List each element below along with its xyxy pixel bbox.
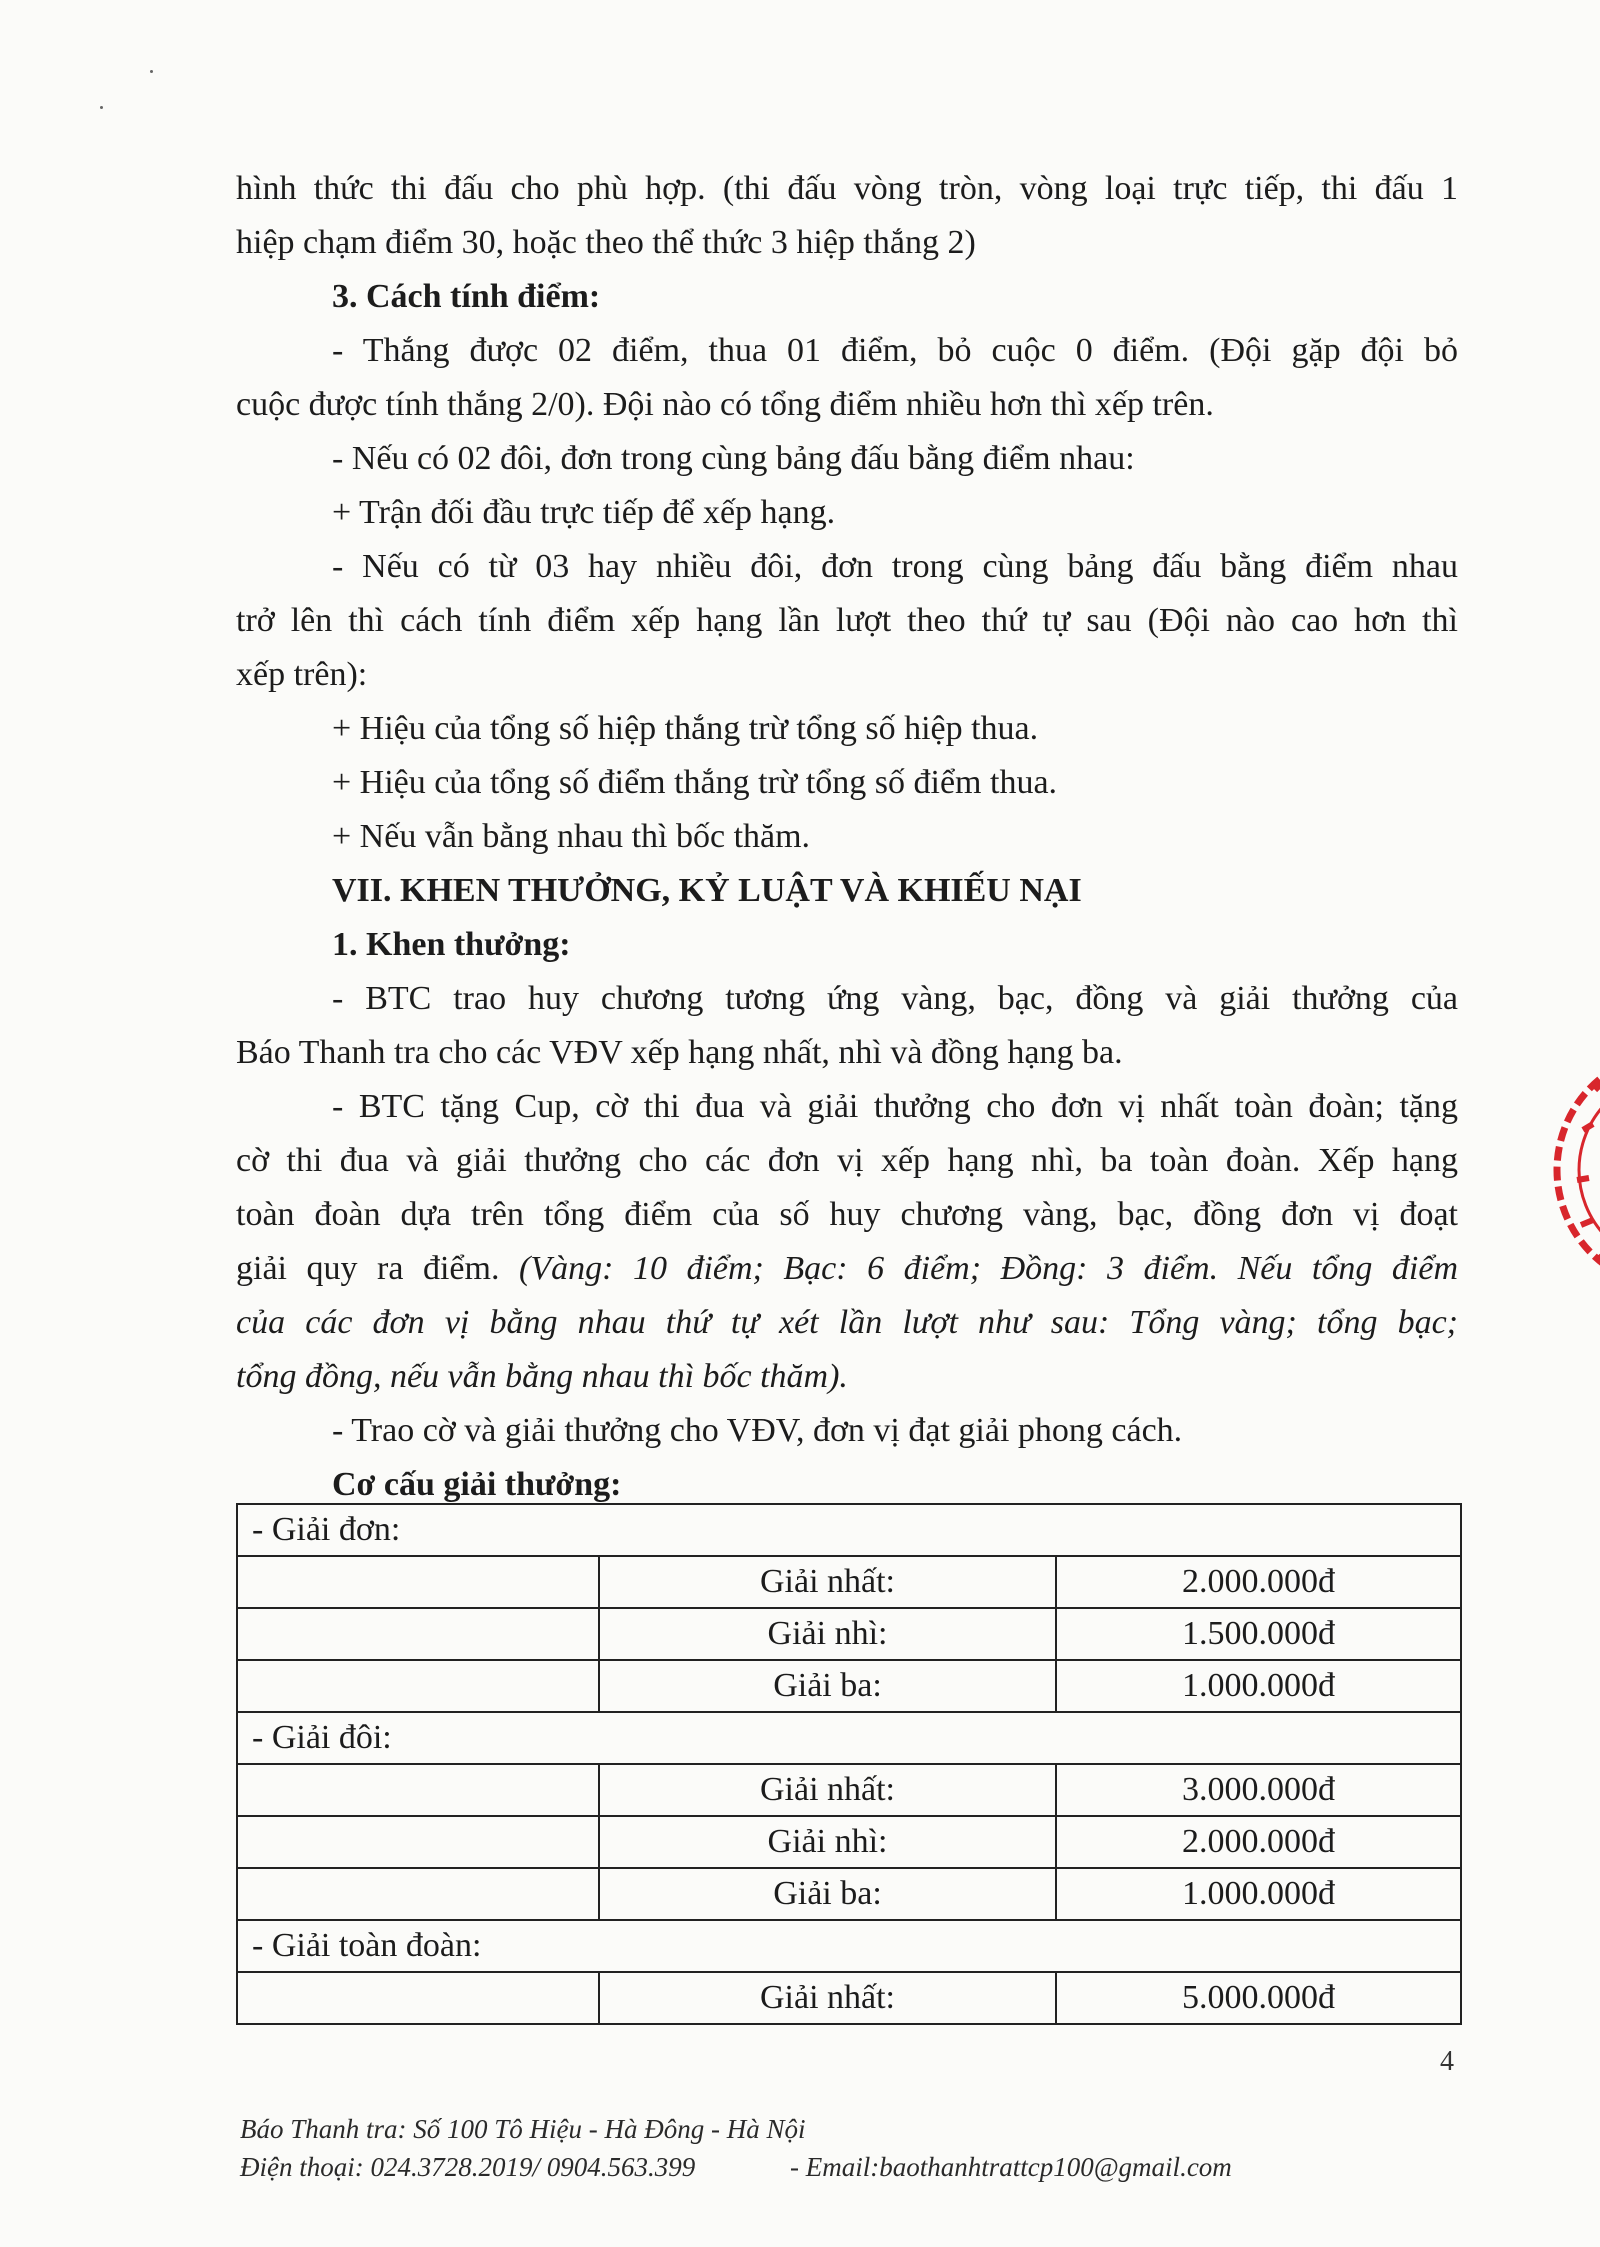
table-section-row bbox=[237, 1712, 1461, 1764]
table-row bbox=[237, 1816, 1461, 1868]
prize-amount-cell: 1.000.000đ bbox=[1056, 1868, 1461, 1920]
prize-label-cell: Giải ba: bbox=[599, 1868, 1056, 1920]
list-item: + Trận đối đầu trực tiếp để xếp hạng. bbox=[332, 494, 836, 531]
subsection-heading-khen-thuong: 1. Khen thưởng: bbox=[332, 926, 571, 963]
table-section-row bbox=[237, 1504, 1461, 1556]
paragraph-line: - BTC tặng Cup, cờ thi đua và giải thưởng cho đơn vị nhất toàn đoàn; tặng bbox=[332, 1088, 1458, 1125]
paragraph-line: cuộc được tính thắng 2/0). Đội nào có tổng điểm nhiều hơn thì xếp trên. bbox=[236, 386, 1214, 423]
prize-structure-heading: Cơ cấu giải thưởng: bbox=[332, 1466, 622, 1503]
prize-amount-cell: 2.000.000đ bbox=[1056, 1556, 1461, 1608]
paragraph-line: - Thắng được 02 điểm, thua 01 điểm, bỏ cuộc 0 điểm. (Đội gặp đội bỏ bbox=[332, 332, 1458, 369]
table-row bbox=[237, 1660, 1461, 1712]
paragraph-line: trở lên thì cách tính điểm xếp hạng lần lượt theo thứ tự sau (Đội nào cao hơn thì bbox=[236, 602, 1458, 639]
paragraph-line: - Trao cờ và giải thưởng cho VĐV, đơn vị đạt giải phong cách. bbox=[332, 1412, 1183, 1449]
section-heading-cell: - Giải đơn: bbox=[237, 1504, 1461, 1556]
section-heading-cell: - Giải đôi: bbox=[237, 1712, 1461, 1764]
prize-table bbox=[236, 1503, 1462, 2025]
italic-note: (Vàng: 10 điểm; Bạc: 6 điểm; Đồng: 3 điểm. Nếu tổng điểm bbox=[519, 1250, 1458, 1287]
empty-cell bbox=[237, 1868, 599, 1920]
paragraph-line: hiệp chạm điểm 30, hoặc theo thể thức 3 hiệp thắng 2) bbox=[236, 224, 976, 261]
body-text bbox=[236, 162, 1458, 1512]
red-seal-stamp bbox=[1535, 1020, 1600, 1320]
paragraph-line-mixed bbox=[236, 1242, 1458, 1296]
italic-note: của các đơn vị bằng nhau thứ tự xét lần lượt như sau: Tổng vàng; tổng bạc; bbox=[236, 1304, 1458, 1341]
paragraph-line: cờ thi đua và giải thưởng cho các đơn vị xếp hạng nhì, ba toàn đoàn. Xếp hạng bbox=[236, 1142, 1458, 1179]
footer-email: - Email:baothanhtrattcp100@gmail.com bbox=[790, 2152, 1232, 2182]
prize-label-cell: Giải ba: bbox=[599, 1660, 1056, 1712]
prize-amount-cell: 2.000.000đ bbox=[1056, 1816, 1461, 1868]
empty-cell bbox=[237, 1764, 599, 1816]
prize-amount-cell: 3.000.000đ bbox=[1056, 1764, 1461, 1816]
paragraph-line: Báo Thanh tra cho các VĐV xếp hạng nhất, nhì và đồng hạng ba. bbox=[236, 1034, 1123, 1071]
empty-cell bbox=[237, 1816, 599, 1868]
prize-label-cell: Giải nhất: bbox=[599, 1972, 1056, 2024]
page-number: 4 bbox=[1440, 2046, 1454, 2077]
paragraph-line: - Nếu có 02 đôi, đơn trong cùng bảng đấu bằng điểm nhau: bbox=[332, 440, 1135, 477]
empty-cell bbox=[237, 1608, 599, 1660]
table-row bbox=[237, 1972, 1461, 2024]
prize-amount-cell: 1.500.000đ bbox=[1056, 1608, 1461, 1660]
section-heading-scoring: 3. Cách tính điểm: bbox=[332, 278, 601, 315]
paragraph-line: hình thức thi đấu cho phù hợp. (thi đấu vòng tròn, vòng loại trực tiếp, thi đấu 1 bbox=[236, 170, 1458, 207]
empty-cell bbox=[237, 1660, 599, 1712]
footer-phone: Điện thoại: 024.3728.2019/ 0904.563.399 bbox=[240, 2152, 696, 2182]
empty-cell bbox=[237, 1556, 599, 1608]
empty-cell bbox=[237, 1972, 599, 2024]
paragraph-line: - BTC trao huy chương tương ứng vàng, bạc, đồng và giải thưởng của bbox=[332, 980, 1458, 1017]
table-section-row bbox=[237, 1920, 1461, 1972]
text-run: giải quy ra điểm. bbox=[236, 1250, 519, 1287]
prize-label-cell: Giải nhì: bbox=[599, 1608, 1056, 1660]
scan-speck bbox=[150, 70, 153, 73]
prize-amount-cell: 1.000.000đ bbox=[1056, 1660, 1461, 1712]
paragraph-line: - Nếu có từ 03 hay nhiều đôi, đơn trong cùng bảng đấu bằng điểm nhau bbox=[332, 548, 1458, 585]
prize-label-cell: Giải nhất: bbox=[599, 1764, 1056, 1816]
prize-amount-cell: 5.000.000đ bbox=[1056, 1972, 1461, 2024]
paragraph-line: toàn đoàn dựa trên tổng điểm của số huy chương vàng, bạc, đồng đơn vị đoạt bbox=[236, 1196, 1458, 1233]
table-row bbox=[237, 1764, 1461, 1816]
section-heading-rewards: VII. KHEN THƯỞNG, KỶ LUẬT VÀ KHIẾU NẠI bbox=[332, 872, 1082, 909]
scan-speck bbox=[100, 106, 103, 109]
table-row bbox=[237, 1556, 1461, 1608]
section-heading-cell: - Giải toàn đoàn: bbox=[237, 1920, 1461, 1972]
footer bbox=[240, 2110, 1232, 2186]
list-item: + Nếu vẫn bằng nhau thì bốc thăm. bbox=[332, 818, 811, 855]
list-item: + Hiệu của tổng số hiệp thắng trừ tổng số hiệp thua. bbox=[332, 710, 1039, 747]
footer-address: Báo Thanh tra: Số 100 Tô Hiệu - Hà Đông - Hà Nội bbox=[240, 2114, 806, 2144]
table-row bbox=[237, 1868, 1461, 1920]
paragraph-line: xếp trên): bbox=[236, 656, 368, 693]
prize-label-cell: Giải nhì: bbox=[599, 1816, 1056, 1868]
italic-note: tổng đồng, nếu vẫn bằng nhau thì bốc thăm). bbox=[236, 1358, 848, 1395]
table-row bbox=[237, 1608, 1461, 1660]
prize-label-cell: Giải nhất: bbox=[599, 1556, 1056, 1608]
list-item: + Hiệu của tổng số điểm thắng trừ tổng số điểm thua. bbox=[332, 764, 1058, 801]
